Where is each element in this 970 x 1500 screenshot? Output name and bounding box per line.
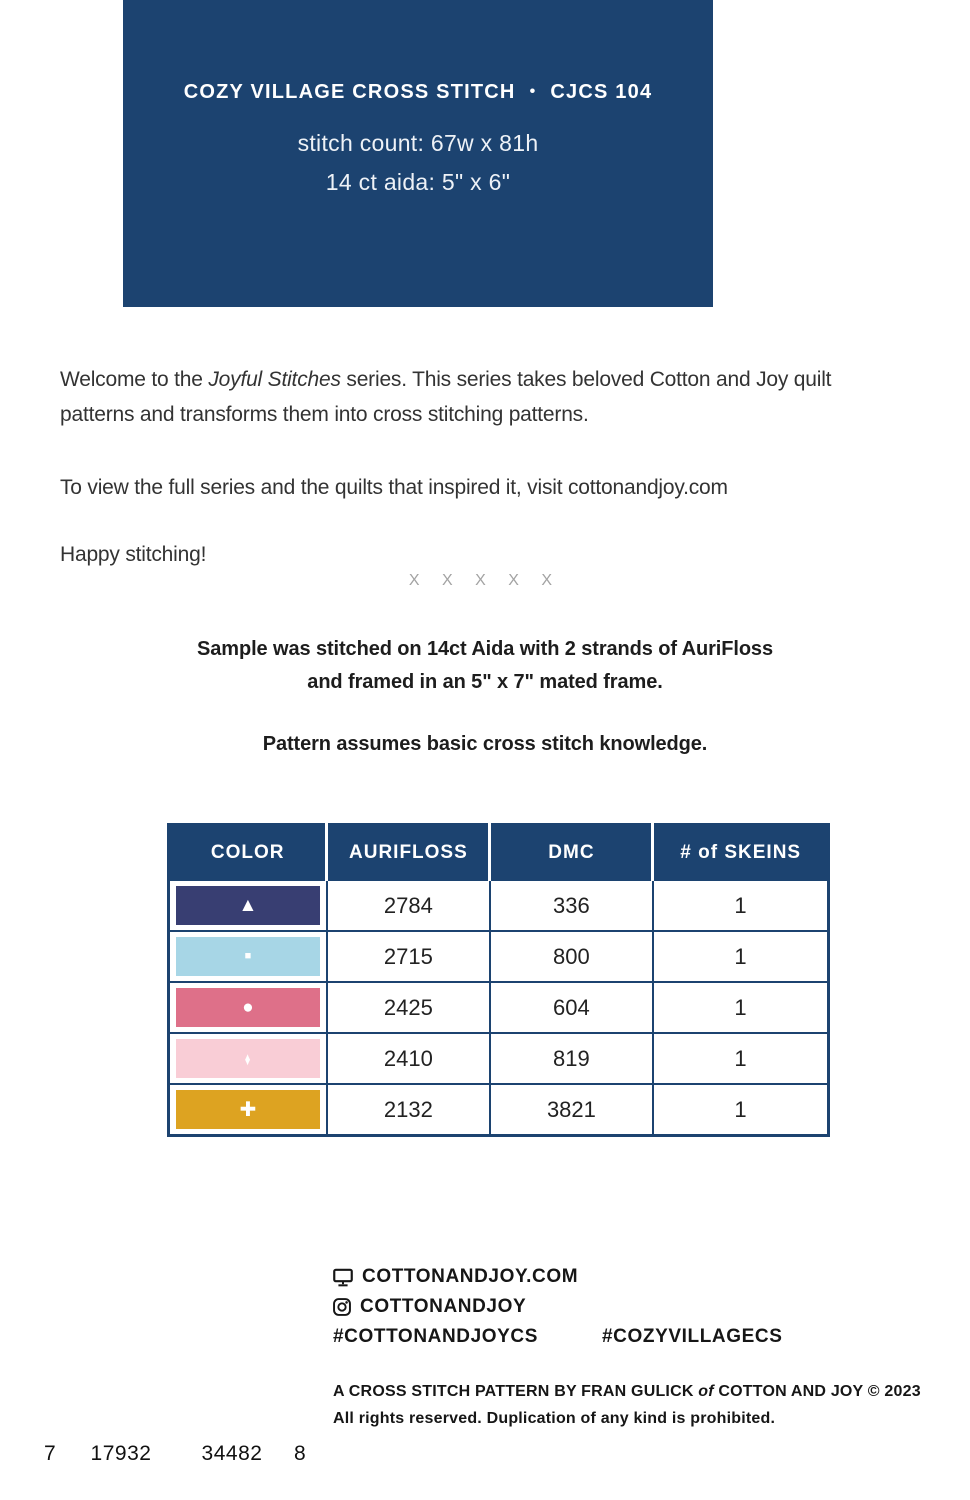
credit-of-italic: of bbox=[698, 1383, 714, 1400]
column-header-skeins: # of SKEINS bbox=[653, 825, 829, 881]
square-icon: ■ bbox=[244, 950, 252, 962]
instagram-line bbox=[333, 1292, 953, 1322]
skeins-count: 1 bbox=[653, 1033, 829, 1084]
dmc-number: 819 bbox=[490, 1033, 653, 1084]
barcode-digit-right: 8 bbox=[294, 1442, 306, 1465]
stitch-divider: X X X X X bbox=[408, 572, 562, 589]
aurifloss-number: 2784 bbox=[327, 880, 490, 931]
color-swatch-cell bbox=[169, 982, 327, 1033]
color-swatch-cell bbox=[169, 880, 327, 931]
floss-table-row bbox=[169, 982, 829, 1033]
website-text: COTTONANDJOY.COM bbox=[362, 1266, 579, 1287]
skeins-count: 1 bbox=[653, 1084, 829, 1136]
dmc-number: 336 bbox=[490, 880, 653, 931]
triangle-icon: ▲ bbox=[238, 895, 258, 916]
dmc-number: 604 bbox=[490, 982, 653, 1033]
intro-paragraph-1 bbox=[60, 362, 950, 432]
intro-p1-line2: patterns and transforms them into cross stitching patterns. bbox=[60, 403, 589, 426]
skeins-count: 1 bbox=[653, 931, 829, 982]
hashtags-line bbox=[333, 1322, 953, 1352]
floss-table-row bbox=[169, 880, 829, 931]
sample-note-line2: and framed in an 5" x 7" mated frame. bbox=[307, 671, 663, 693]
intro-paragraph-2: To view the full series and the quilts that inspired it, visit cottonandjoy.com bbox=[60, 476, 728, 499]
upc-barcode bbox=[40, 1270, 330, 1475]
aurifloss-number: 2715 bbox=[327, 931, 490, 982]
pattern-title-line bbox=[123, 0, 713, 104]
barcode-bars bbox=[40, 1270, 320, 1445]
aurifloss-number: 2425 bbox=[327, 982, 490, 1033]
floss-table bbox=[167, 823, 830, 1137]
column-header-dmc: DMC bbox=[490, 825, 653, 881]
intro-p1-text: Welcome to the bbox=[60, 368, 209, 391]
floss-table-row bbox=[169, 931, 829, 982]
footer-info bbox=[333, 1262, 953, 1428]
hashtag-cozyvillagecs: #COZYVILLAGECS bbox=[602, 1326, 783, 1347]
skeins-count: 1 bbox=[653, 880, 829, 931]
floss-table-row bbox=[169, 1033, 829, 1084]
cross-icon: ✚ bbox=[239, 1098, 257, 1121]
instagram-handle: COTTONANDJOY bbox=[360, 1296, 527, 1317]
sample-note-line1: Sample was stitched on 14ct Aida with 2 strands of AuriFloss bbox=[197, 638, 773, 660]
floss-table-body bbox=[169, 880, 829, 1136]
aurifloss-number: 2410 bbox=[327, 1033, 490, 1084]
credit-line bbox=[333, 1383, 953, 1401]
hashtag-cottonandjoycs: #COTTONANDJOYCS bbox=[333, 1326, 539, 1347]
series-name-italic: Joyful Stitches bbox=[208, 368, 341, 391]
dmc-number: 3821 bbox=[490, 1084, 653, 1136]
sample-note bbox=[0, 633, 970, 699]
color-swatch-cell bbox=[169, 1033, 327, 1084]
color-swatch-cell bbox=[169, 931, 327, 982]
website-line bbox=[333, 1262, 953, 1292]
floss-table-header-row bbox=[169, 825, 829, 881]
happy-stitching-text: Happy stitching! bbox=[60, 543, 207, 566]
floss-table-row bbox=[169, 1084, 829, 1136]
credit-text: A CROSS STITCH PATTERN BY FRAN GULICK bbox=[333, 1383, 699, 1400]
barcode-digit-group1: 17932 bbox=[90, 1442, 152, 1465]
skeins-count: 1 bbox=[653, 982, 829, 1033]
pattern-code: CJCS 104 bbox=[550, 81, 653, 103]
pattern-title: COZY VILLAGE CROSS STITCH bbox=[183, 81, 516, 103]
aurifloss-number: 2132 bbox=[327, 1084, 490, 1136]
column-header-color: COLOR bbox=[169, 825, 327, 881]
aida-size: 14 ct aida: 5" x 6" bbox=[325, 169, 511, 195]
intro-p1-text-cont: series. This series takes beloved Cotton and Joy quilt bbox=[340, 368, 832, 391]
color-swatch-cell bbox=[169, 1084, 327, 1136]
credit-text-cont: COTTON AND JOY © 2023 bbox=[713, 1383, 921, 1400]
pattern-header-card bbox=[123, 0, 713, 307]
barcode-digit-left: 7 bbox=[44, 1442, 56, 1465]
color-swatch bbox=[176, 886, 320, 925]
title-separator-dot: • bbox=[529, 83, 537, 100]
dmc-number: 800 bbox=[490, 931, 653, 982]
rights-line: All rights reserved. Duplication of any kind is prohibited. bbox=[333, 1410, 776, 1427]
column-header-aurifloss: AURIFLOSS bbox=[327, 825, 490, 881]
stitch-count: stitch count: 67w x 81h bbox=[297, 130, 539, 156]
circle-icon: ● bbox=[242, 997, 254, 1018]
color-swatch bbox=[176, 988, 320, 1027]
diamond-icon: ♦ bbox=[245, 1048, 251, 1069]
monitor-icon bbox=[333, 1268, 353, 1287]
knowledge-note: Pattern assumes basic cross stitch knowledge. bbox=[262, 733, 708, 755]
color-swatch bbox=[176, 1090, 320, 1129]
barcode-digit-group2: 34482 bbox=[201, 1442, 263, 1465]
instagram-icon bbox=[333, 1298, 351, 1316]
color-swatch bbox=[176, 937, 320, 976]
color-swatch bbox=[176, 1039, 320, 1078]
